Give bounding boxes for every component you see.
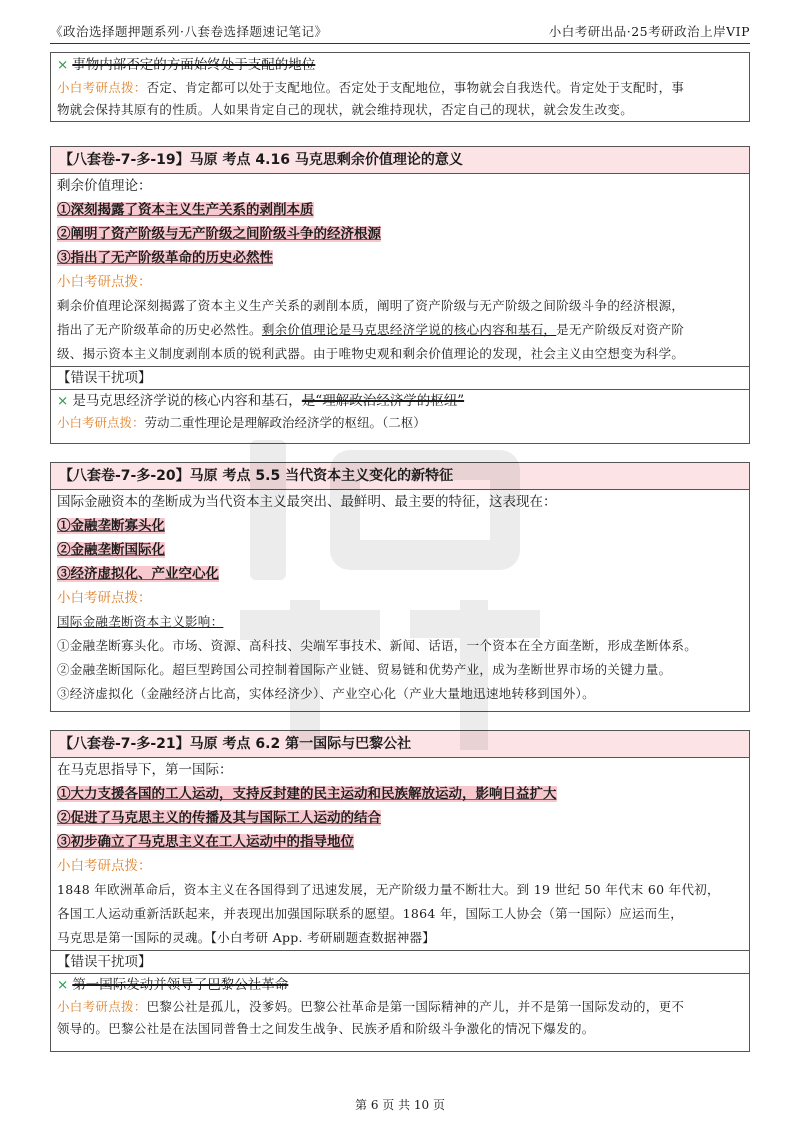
intro-text: 国际金融资本的垄断成为当代资本主义最突出、最鲜明、最主要的特征，这表现在： <box>57 494 557 510</box>
wrong-option-row <box>51 974 749 996</box>
answer-text: ①深刻揭露了资本主义生产关系的剥削本质 <box>57 202 314 218</box>
tip-paragraph <box>51 878 749 950</box>
tip-text-line: ①金融垄断寡头化。市场、资源、高科技、尖端军事技术、新闻、话语，一个资本在全方面垄断，形成垄断体系。 <box>57 638 698 653</box>
wrong-option-row <box>51 53 749 77</box>
tip-label: 小白考研点拨： <box>57 80 147 95</box>
tip-label: 小白考研点拨： <box>57 590 152 606</box>
header-left-title: 《政治选择题押题系列·八套卷选择题速记笔记》 <box>50 24 328 39</box>
tip-text-line: ②金融垄断国际化。超巨型跨国公司控制着国际产业链、贸易链和优势产业，成为垄断世界市场的关键力量。 <box>57 662 672 677</box>
tip-paragraph <box>51 610 749 706</box>
answer-text: ②促进了马克思主义的传播及其与国际工人运动的结合 <box>57 810 381 826</box>
tip-text-line: 劳动二重性理论是理解政治经济学的枢纽。（二枢） <box>144 415 426 430</box>
answer-text: ①金融垄断寡头化 <box>57 518 165 534</box>
answer-item <box>51 830 749 854</box>
tip-text-line: 剩余价值理论深刻揭露了资本主义生产关系的剥削本质，阐明了资产阶级与无产阶级之间阶级斗争的经济根源， <box>57 298 685 313</box>
wrong-options-title: 【错误干扰项】 <box>51 950 749 974</box>
question-title: 【八套卷-7-多-20】马原 考点 5.5 当代资本主义变化的新特征 <box>51 463 749 490</box>
tip-underlined-text: 剩余价值理论是马克思经济学说的核心内容和基石， <box>261 322 557 337</box>
intro-text: 在马克思指导下，第一国际： <box>57 762 233 778</box>
tip-label: 小白考研点拨： <box>57 999 147 1014</box>
wrong-option-text: 第一国际发动并领导了巴黎公社革命 <box>72 977 289 993</box>
tip-text-line: 是无产阶级反对资产阶 <box>556 322 685 337</box>
block-continued <box>50 52 750 122</box>
tip-text-line: 巴黎公社是孤儿，没爹妈。巴黎公社革命是第一国际精神的产儿，并不是第一国际发动的，更不 <box>146 999 685 1014</box>
question-block-21 <box>50 730 750 1052</box>
tip-label: 小白考研点拨： <box>57 274 152 290</box>
wrong-option-row <box>51 390 749 412</box>
question-title: 【八套卷-7-多-19】马原 考点 4.16 马克思剩余价值理论的意义 <box>51 147 749 174</box>
tip-text-line: 各国工人运动重新活跃起来，并表现出加强国际联系的愿望。1864 年，国际工人协会（第一国际）应运而生， <box>57 906 684 921</box>
tip-text-line: 级、揭示资本主义制度剥削本质的锐利武器。由于唯物史观和剩余价值理论的发现，社会主义由空想变为科学。 <box>57 346 685 361</box>
answer-text: ③指出了无产阶级革命的历史必然性 <box>57 250 273 266</box>
answer-item <box>51 538 749 562</box>
answer-text: ①大力支援各国的工人运动，支持反封建的民主运动和民族解放运动，影响日益扩大 <box>57 786 557 802</box>
answer-item <box>51 222 749 246</box>
answer-item <box>51 514 749 538</box>
wrong-tip-row <box>51 412 749 434</box>
wrong-option-text: 事物内部否定的方面始终处于支配的地位 <box>72 57 316 73</box>
tip-text-line: 马克思是第一国际的灵魂。【小白考研 App. 考研刷题查数据神器】 <box>57 930 436 945</box>
tip-text-line: 1848 年欧洲革命后，资本主义在各国得到了迅速发展，无产阶级力量不断壮大。到 19 世纪 50 年代末 60 年代初， <box>57 882 720 897</box>
header-right-title: 小白考研出品·25考研政治上岸VIP <box>548 24 750 39</box>
answer-text: ③初步确立了马克思主义在工人运动中的指导地位 <box>57 834 354 850</box>
wrong-tip-paragraph <box>51 996 749 1040</box>
tip-label: 小白考研点拨： <box>57 858 152 874</box>
question-block-20 <box>50 462 750 712</box>
answer-item <box>51 806 749 830</box>
answer-item <box>51 246 749 270</box>
tip-label: 小白考研点拨： <box>57 415 145 430</box>
tip-text-line: 物就会保持其原有的性质。人如果肯定自己的现状，就会维持现状，否定自己的现状，就会发生改变。 <box>57 102 634 117</box>
wrong-options-title: 【错误干扰项】 <box>51 366 749 390</box>
cross-icon: × <box>57 57 69 73</box>
question-block-19 <box>50 146 750 444</box>
intro-text: 剩余价值理论： <box>57 178 152 194</box>
answer-item <box>51 198 749 222</box>
wrong-option-text: 是马克思经济学说的核心内容和基石， <box>72 393 302 409</box>
answer-item <box>51 562 749 586</box>
tip-text-line: 领导的。巴黎公社是在法国同普鲁士之间发生战争、民族矛盾和阶级斗争激化的情况下爆发的。 <box>57 1021 595 1036</box>
tip-text-line: ③经济虚拟化（金融经济占比高，实体经济少）、产业空心化（产业大量地迅速地转移到国外）。 <box>57 686 595 701</box>
wrong-option-text: 是“理解政治经济学的枢纽” <box>301 393 465 409</box>
page-footer: 第 6 页 共 10 页 <box>355 1098 445 1112</box>
answer-item <box>51 782 749 806</box>
answer-text: ③经济虚拟化、产业空心化 <box>57 566 219 582</box>
tip-text-line: 否定、肯定都可以处于支配地位。否定处于支配地位，事物就会自我迭代。肯定处于支配时，事 <box>146 80 685 95</box>
tip-paragraph <box>51 294 749 366</box>
tip-paragraph <box>51 77 749 121</box>
cross-icon: × <box>57 393 69 409</box>
page-header <box>50 18 750 44</box>
cross-icon: × <box>57 977 69 993</box>
tip-sub-heading: 国际金融垄断资本主义影响： <box>57 614 224 629</box>
tip-text-line: 指出了无产阶级革命的历史必然性。 <box>57 322 262 337</box>
answer-text: ②阐明了资产阶级与无产阶级之间阶级斗争的经济根源 <box>57 226 381 242</box>
question-title: 【八套卷-7-多-21】马原 考点 6.2 第一国际与巴黎公社 <box>51 731 749 758</box>
answer-text: ②金融垄断国际化 <box>57 542 165 558</box>
